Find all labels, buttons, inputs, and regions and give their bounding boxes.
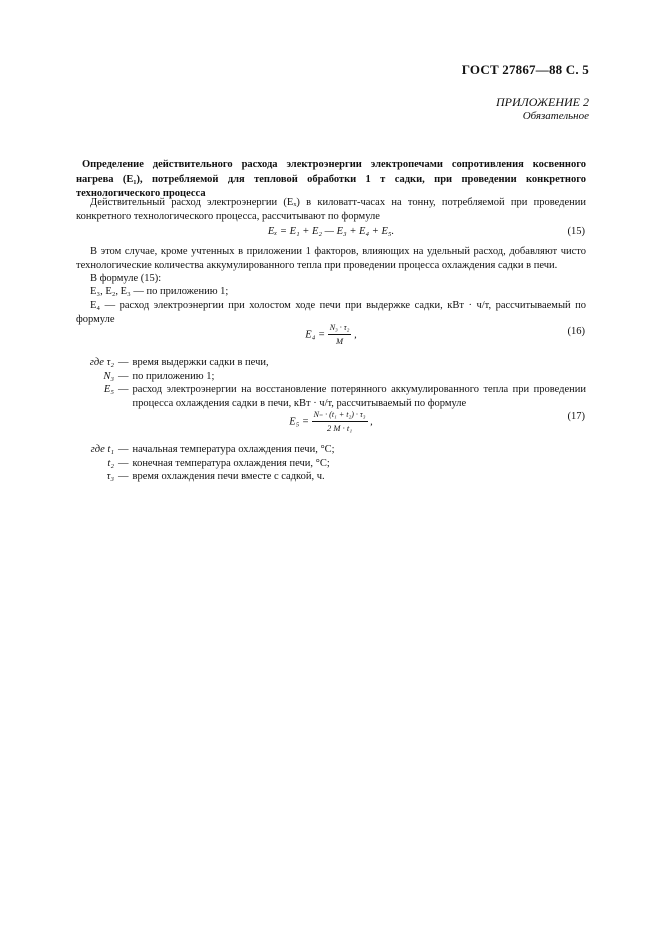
definition-dash: — xyxy=(118,457,129,469)
formula-17-lhs: E₅ = xyxy=(289,416,309,428)
paragraph-e4-def: E₄ — расход электроэнергии при холостом ходе печи при выдержке садки, кВт · ч/т, рассчитываемый по формуле xyxy=(76,300,586,325)
formula-15: Eₓ = E₁ + E₂ — E₃ + E₄ + E₅. xyxy=(267,226,395,237)
formula-17 xyxy=(76,410,586,434)
definition-row xyxy=(76,443,586,457)
formula-17-tail: , xyxy=(370,416,373,428)
definition-symbol: где τ₂ xyxy=(89,357,114,368)
definition-symbol: τ₃ xyxy=(106,471,114,483)
appendix-status: Обязательное xyxy=(522,110,589,122)
definition-text: время охлаждения печи вместе с садкой, ч. xyxy=(132,471,325,483)
definition-symbol: N₃ xyxy=(103,370,114,382)
definition-dash: — xyxy=(118,444,129,455)
formula-17-fraction xyxy=(312,410,368,434)
paragraph-in-formula: В формуле (15): xyxy=(90,273,162,284)
definition-text: по приложению 1; xyxy=(132,370,215,382)
definitions-16 xyxy=(76,356,586,411)
definition-text: время выдержки садки в печи, xyxy=(132,357,269,368)
definition-row xyxy=(76,383,586,410)
formula-15-number: (15) xyxy=(567,226,585,237)
definition-text: расход электроэнергии на восстановление потерянного аккумулированного тепла при проведении процесса охлаждения садки в печи, кВт · ч/т, рассчитываемый по формуле xyxy=(132,384,586,409)
definition-dash: — xyxy=(118,357,129,368)
definition-text: конечная температура охлаждения печи, °C; xyxy=(132,457,330,469)
formula-16 xyxy=(76,323,586,347)
formula-16-denominator: M xyxy=(336,336,344,347)
formula-17-number: (17) xyxy=(567,411,585,422)
definition-symbol: t₂ xyxy=(107,457,114,469)
definition-symbol: где t₁ xyxy=(90,444,114,455)
definition-row xyxy=(76,370,586,384)
definition-symbol: E₅ xyxy=(103,384,114,396)
paragraph-factors: В этом случае, кроме учтенных в приложении 1 факторов, влияющих на удельный расход, добавляют чисто технологические количества аккумулированного тепла при проведении процесса охлаждения садки в печи. xyxy=(76,246,586,271)
formula-16-tail: , xyxy=(354,329,357,341)
appendix-label-block xyxy=(496,95,589,124)
section-heading: Определение действительного расхода электроэнергии электропечами сопротивления косвенного нагрева (E₁), потребляемой для тепловой обработки 1 т садки, при проведении конкретного технологического процесса xyxy=(76,159,586,200)
definition-row xyxy=(76,356,586,370)
formula-16-lhs: E₄ = xyxy=(305,329,326,341)
formula-16-numerator: N₃ · τ₂ xyxy=(328,323,352,335)
page-header: ГОСТ 27867—88 С. 5 xyxy=(461,62,589,77)
formula-17-numerator: N₌ · (t₁ + t₂) · τ₃ xyxy=(312,410,368,422)
definition-text: начальная температура охлаждения печи, °C; xyxy=(132,444,335,455)
formula-16-number: (16) xyxy=(567,326,585,337)
formula-16-fraction xyxy=(328,323,352,347)
definition-row xyxy=(76,457,586,471)
definition-dash: — xyxy=(118,471,129,483)
appendix-label: ПРИЛОЖЕНИЕ 2 xyxy=(496,95,589,109)
definitions-17 xyxy=(76,443,586,484)
paragraph-e-list: E₃, E₂, E₃ — по приложению 1; xyxy=(90,286,229,297)
definition-row xyxy=(76,470,586,484)
definition-dash: — xyxy=(118,384,129,396)
paragraph-intro: Действительный расход электроэнергии (Eₓ) в киловатт-часах на тонну, потребляемой при проведении конкретного технологического процесса, рассчитывают по формуле xyxy=(76,197,586,222)
definition-dash: — xyxy=(118,370,129,382)
formula-17-denominator: 2 M · t₁ xyxy=(327,423,353,434)
